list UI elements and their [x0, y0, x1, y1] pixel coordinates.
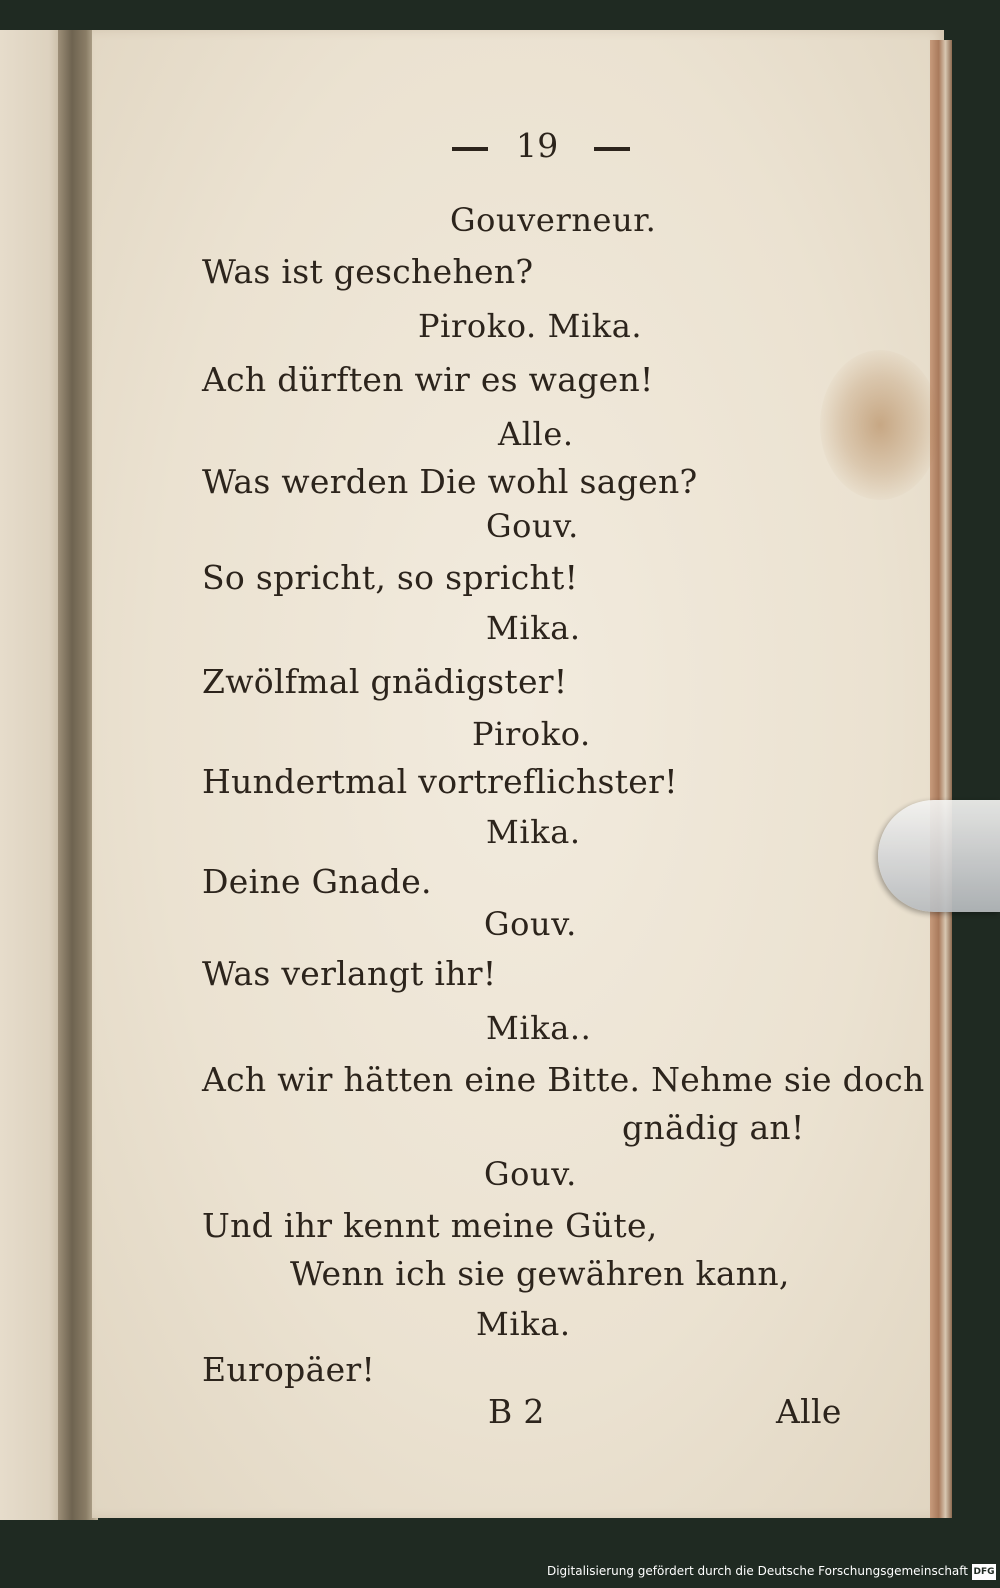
page-clip	[878, 800, 1000, 912]
speaker-label: Gouv.	[484, 905, 577, 943]
speaker-label: Mika.	[486, 813, 581, 851]
dialogue-line: Was ist geschehen?	[202, 252, 534, 291]
page-edge	[930, 40, 952, 1518]
footer-bar	[0, 1524, 1000, 1588]
dialogue-line: Und ihr kennt meine Güte,	[202, 1206, 658, 1245]
speaker-label: Gouv.	[484, 1155, 577, 1193]
speaker-label: Piroko.	[472, 715, 591, 753]
dialogue-line: Europäer!	[202, 1350, 376, 1389]
dfg-logo: DFG	[972, 1564, 996, 1580]
page-number-dash-right	[594, 147, 630, 151]
speaker-label: Alle.	[498, 415, 574, 453]
digitization-credit: Digitalisierung gefördert durch die Deutsche Forschungsgemeinschaft	[546, 1564, 968, 1578]
speaker-label: Piroko. Mika.	[418, 307, 643, 345]
speaker-label: Mika.	[476, 1305, 571, 1343]
dialogue-line: So spricht, so spricht!	[202, 558, 579, 597]
page-number-dash-left	[452, 147, 488, 151]
dialogue-line: Was werden Die wohl sagen?	[202, 462, 698, 501]
speaker-label: Gouv.	[486, 507, 579, 545]
dialogue-line: Ach wir hätten eine Bitte. Nehme sie doch	[202, 1060, 925, 1099]
dialogue-line: Zwölfmal gnädigster!	[202, 662, 568, 701]
page-number: 19	[516, 126, 559, 165]
dialogue-line: Was verlangt ihr!	[202, 954, 497, 993]
dialogue-line: Hundertmal vortreflichster!	[202, 762, 678, 801]
dialogue-line: Ach dürften wir es wagen!	[202, 360, 654, 399]
dialogue-line: Wenn ich sie gewähren kann,	[290, 1254, 790, 1293]
speaker-label: Mika.	[486, 609, 581, 647]
speaker-label: Mika..	[486, 1009, 592, 1047]
signature-mark: B 2	[488, 1392, 545, 1431]
dialogue-line: Deine Gnade.	[202, 862, 432, 901]
speaker-label: Gouverneur.	[450, 201, 657, 239]
paper-stain	[820, 350, 940, 500]
catchword: Alle	[776, 1392, 842, 1431]
dialogue-line-continued: gnädig an!	[622, 1108, 805, 1147]
